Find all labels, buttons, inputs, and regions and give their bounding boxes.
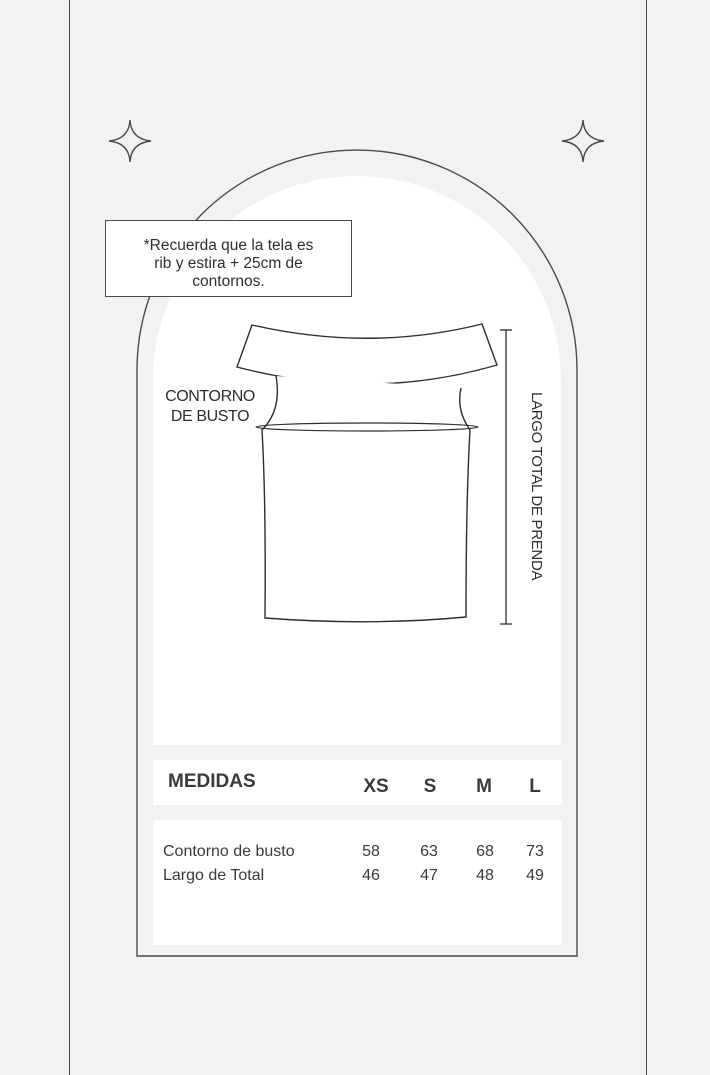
size-table-header: [153, 760, 562, 805]
table-cell: 58: [362, 843, 380, 860]
bust-label-line: CONTORNO: [165, 388, 255, 405]
size-header-l: L: [529, 776, 541, 797]
bust-label-line: DE BUSTO: [170, 408, 250, 425]
table-cell: 48: [476, 867, 494, 884]
size-header-xs: XS: [363, 776, 389, 797]
row-label-length: Largo de Total: [163, 867, 265, 884]
size-header-s: S: [423, 776, 437, 797]
fabric-note: [105, 220, 352, 297]
size-table-body: [153, 820, 562, 945]
table-cell: 47: [420, 867, 438, 884]
length-label: LARGO TOTAL DE PRENDA: [528, 392, 545, 581]
table-cell: 68: [476, 843, 494, 860]
fabric-note-line: contornos.: [192, 273, 265, 290]
row-label-bust: Contorno de busto: [163, 843, 295, 860]
fabric-note-line: *Recuerda que la tela es: [143, 237, 314, 254]
table-cell: 73: [526, 843, 544, 860]
table-cell: 46: [362, 867, 380, 884]
garment-body: [262, 376, 470, 622]
size-header-m: M: [476, 776, 492, 797]
bust-label: [160, 387, 260, 427]
table-title: MEDIDAS: [168, 771, 256, 792]
table-cell: 49: [526, 867, 544, 884]
fabric-note-line: rib y estira + 25cm de: [154, 255, 303, 272]
table-cell: 63: [420, 843, 438, 860]
